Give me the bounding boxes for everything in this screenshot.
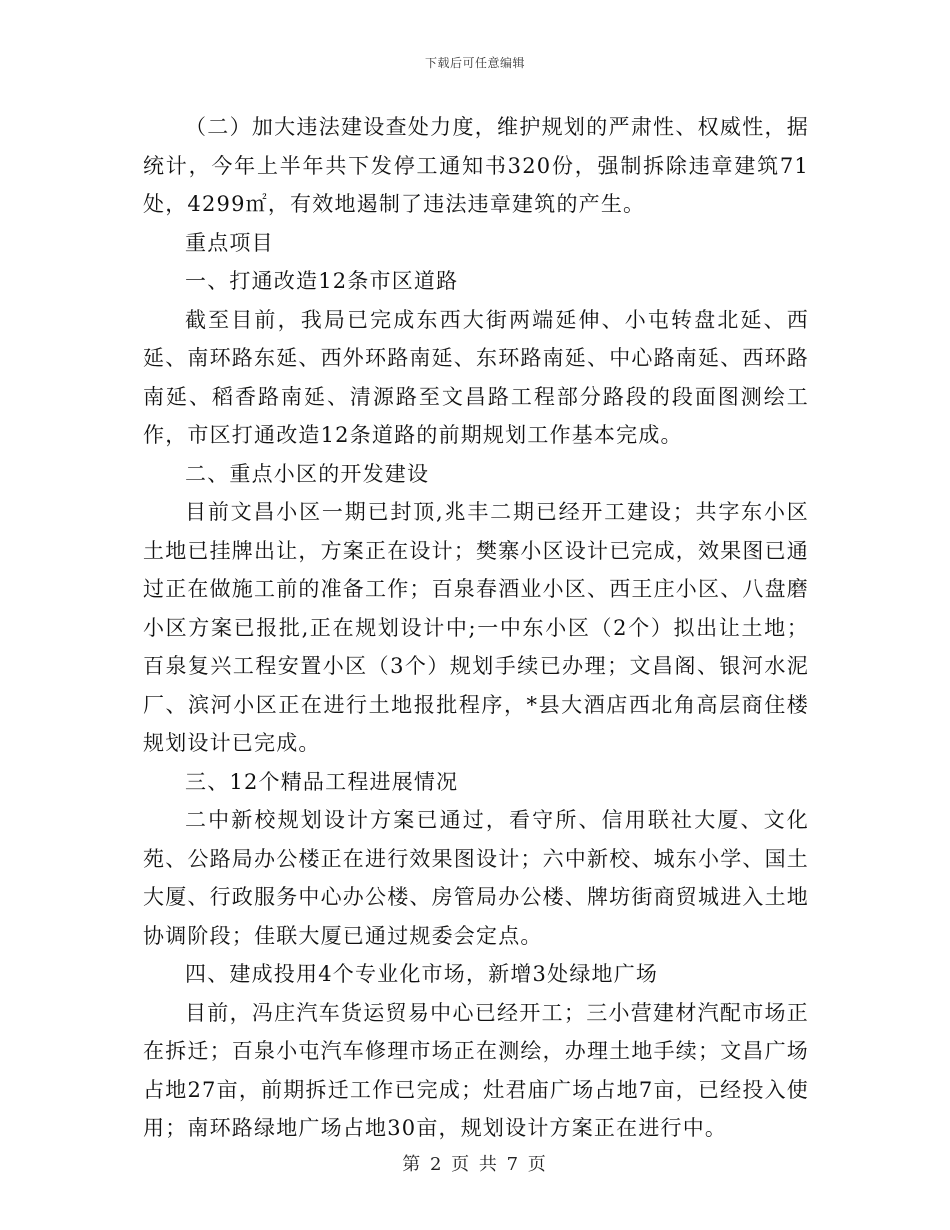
paragraph-quality-projects: 二中新校规划设计方案已通过，看守所、信用联社大厦、文化苑、公路局办公楼正在进行效果图设计；六中新校、城东小学、国土大厦、行政服务中心办公楼、房管局办公楼、牌坊街商贸城进入土地协调阶段；佳联大厦已通过规委会定点。 (143, 808, 809, 948)
paragraph-markets: 目前，冯庄汽车货运贸易中心已经开工；三小营建材汽配市场正在拆迁；百泉小屯汽车修理市场正在测绘，办理土地手续；文昌广场占地27亩，前期拆迁工作已完成；灶君庙广场占地7亩，已经投入使用；南环路绿地广场占地30亩，规划设计方案正在进行中。 (143, 1000, 809, 1140)
paragraph-residential: 目前文昌小区一期已封顶,兆丰二期已经开工建设；共字东小区土地已挂牌出让，方案正在设计；樊寨小区设计已完成，效果图已通过正在做施工前的准备工作；百泉春酒业小区、西王庄小区、八盘磨小区方案已报批,正在规划设计中;一中东小区（2个）拟出让土地；百泉复兴工程安置小区（3个）规划手续已办理；文昌阁、银河水泥厂、滨河小区正在进行土地报批程序，*县大酒店西北角高层商住楼规划设计已完成。 (143, 500, 809, 755)
heading-quality-projects: 三、12个精品工程进展情况 (185, 769, 459, 794)
paragraph-roads: 截至目前，我局已完成东西大街两端延伸、小屯转盘北延、西延、南环路东延、西外环路南延、东环路南延、中心路南延、西环路南延、稻香路南延、清源路至文昌路工程部分路段的段面图测绘工作，市区打通改造12条道路的前期规划工作基本完成。 (143, 307, 809, 447)
page-header: 下载后可任意编辑 (424, 56, 525, 70)
heading-roads: 一、打通改造12条市区道路 (185, 269, 459, 293)
heading-key-projects: 重点项目 (185, 230, 274, 255)
paragraph-enforcement: （二）加大违法建设查处力度，维护规划的严肃性、权威性，据统计，今年上半年共下发停工通知书320份，强制拆除违章建筑71处，4299㎡，有效地遏制了违法违章建筑的产生。 (143, 115, 809, 216)
document-body (143, 108, 809, 1148)
heading-markets: 四、建成投用4个专业化市场，新增3处绿地广场 (185, 962, 659, 986)
heading-residential: 二、重点小区的开发建设 (185, 461, 430, 486)
page-number: 第 2 页 共 7 页 (402, 1154, 548, 1175)
